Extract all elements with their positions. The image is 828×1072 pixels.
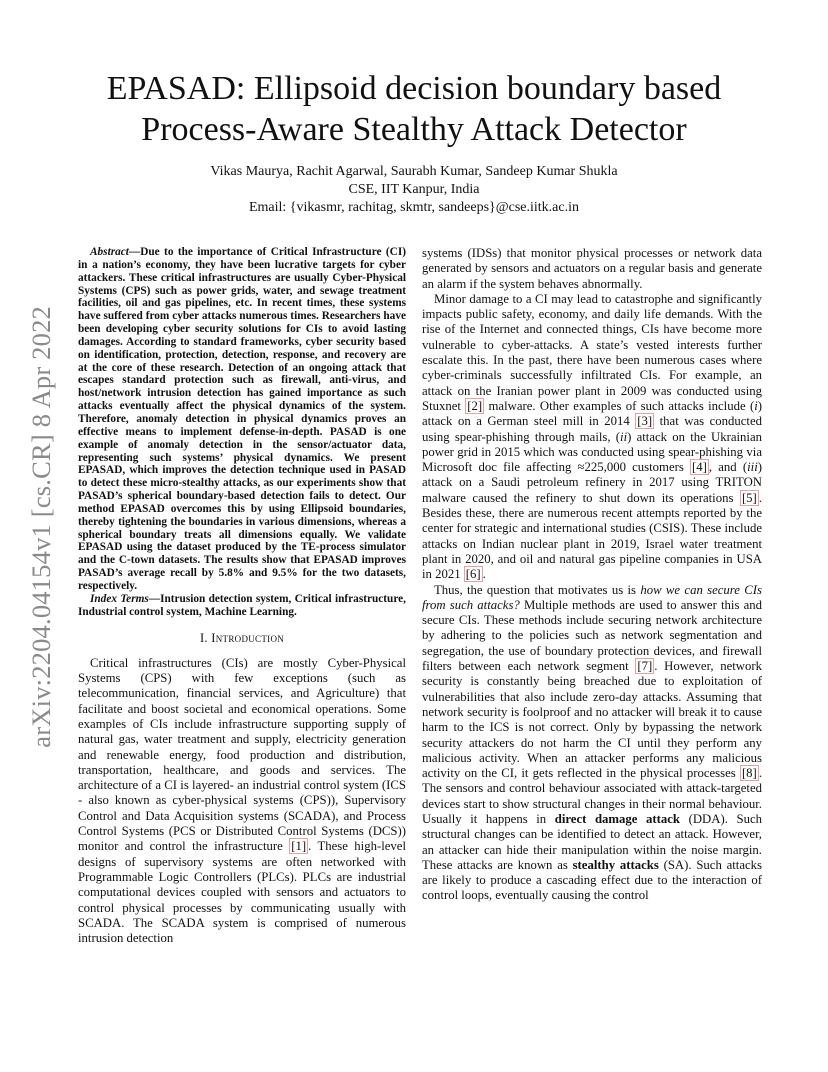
index-terms-text: —Intrusion detection system, Critical infrastructure, Industrial control system, Machine Learning. — [78, 592, 406, 618]
citation-link[interactable]: [8] — [741, 766, 757, 781]
intro-p1-text-b: . These high-level designs of supervisory systems are often networked with Programmable Logic Controllers (PLCs). PLCs are industrial computational devices coupled with sensors and actuators to control physical processes by communicating usually with SCADA. The SCADA system is comprised of numerous intrusion detection — [78, 839, 406, 946]
right-paragraph-0: systems (IDSs) that monitor physical processes or network data generated by sensors and actuators on a regular basis and generate an alarm if the system behaves abnormally. — [422, 246, 762, 291]
rp2-c: . However, network security is constantly being breached due to exploitation of vulnerabilities that also include zero-day attacks. Assuming that network security is foolproof and no attacker will break it to cause harm to the ICS is not correct. Only by bypassing the network security attackers do not harm the CI until they perform any malicious activity. When an attacker performs any malicious activity on the CI, it gets reflected in the physical processes — [422, 659, 762, 781]
right-column — [422, 246, 762, 904]
rp1-d: that was conducted using spear-phishing through mails, ( — [422, 414, 762, 444]
rp2-b: Multiple methods are used to answer this and secure CIs. These methods include securing network architecture by adhering to the policies such as network segmentation and segregation, the use of boundary protection devices, and firewall filters between each network segment — [422, 597, 762, 674]
abstract-label: Abstract — [90, 246, 129, 258]
rp2-e: (DDA). Such structural changes can be identified to detect an attack. However, an attacker can hide their manipulation within the noise margin. These attacks are known as — [422, 811, 762, 872]
abstract — [78, 246, 406, 593]
section-heading-introduction — [78, 631, 406, 646]
author-names: Vikas Maurya, Rachit Agarwal, Saurabh Kumar, Sandeep Kumar Shukla — [210, 164, 618, 179]
rp2-d: . The sensors and control behaviour associated with attack-targeted devices start to show structural changes in their normal behaviour. Usually it happens in — [422, 766, 762, 826]
citation-link[interactable]: [3] — [637, 414, 653, 429]
rp1-e: ) attack on the Ukrainian power grid in 2015 which was conducted using spear-phishing via Microsoft doc file affecting ≈225,000 customers — [422, 429, 762, 475]
citation-link[interactable]: [7] — [637, 659, 653, 674]
author-affiliation: CSE, IIT Kanpur, India — [348, 182, 480, 197]
title-line-1: EPASAD: Ellipsoid decision boundary based — [106, 70, 722, 107]
term-stealthy-attacks: stealthy attacks — [572, 857, 659, 872]
rp1-g: ) attack on a Saudi petroleum refinery in 2017 using TRITON malware caused the refinery to shut down its operations — [422, 460, 762, 505]
intro-paragraph-1 — [78, 656, 406, 947]
citation-link[interactable]: [1] — [291, 839, 307, 854]
rp1-i: . — [482, 567, 486, 582]
research-question: how we can secure CIs from such attacks? — [422, 582, 762, 612]
paper-title — [80, 68, 748, 150]
citation-link[interactable]: [4] — [692, 460, 707, 475]
citation-link[interactable]: [6] — [465, 567, 481, 582]
intro-p1-text-a: Critical infrastructures (CIs) are mostly Cyber-Physical Systems (CPS) with few exceptions (such as telecommunication, financial services, and Agriculture) that facilitate and boost societal and economical operations. Some examples of CIs include infrastructure supporting supply of natural gas, water treatment and supply, electricity generation and renewable energy, food production and distribution, transportation, healthcare, and goods and services. The architecture of a CI is layered- an industrial control system (ICS - also known as cyber-physical systems (CPS)), Supervisory Control and Data Acquisition systems (SCADA), and Process Control Systems (PCS or Distributed Control Systems (DCS)) monitor and control the infrastructure — [78, 655, 406, 854]
rp1-c: ) attack on a German steel mill in 2014 — [422, 398, 763, 429]
rp1-f: , and ( — [708, 460, 748, 475]
rp1-roman-i: i — [754, 398, 758, 413]
rp1-a: Minor damage to a CI may lead to catastrophe and significantly impacts public safety, economy, and daily life demands. With the rise of the Internet and connected things, CIs have become more vulnerable to cyber-attacks. A state’s vested interests further escalate this. In the past, there have been numerous cases where cyber-criminals successfully infiltrated CIs. For example, an attack on the Iranian power plant in 2009 was conducted using Stuxnet — [422, 291, 762, 413]
title-line-2: Process-Aware Stealthy Attack Detector — [141, 111, 687, 148]
arxiv-side-stamp — [23, 292, 59, 762]
right-paragraph-2 — [422, 583, 762, 904]
rp2-f: (SA). Such attacks are likely to produce a cascading effect due to the interaction of control loops, eventually causing the control — [422, 857, 762, 903]
author-block — [80, 163, 748, 217]
left-column — [78, 246, 406, 946]
arxiv-identifier: arXiv:2204.04154v1 [cs.CR] 8 Apr 2022 — [25, 306, 56, 748]
rp1-b: malware. Other examples of such attacks include ( — [484, 398, 755, 413]
right-paragraph-1 — [422, 292, 762, 583]
rp1-h: . Besides these, there are numerous recent attempts reported by the center for strategic and international studies (CSIS). These include attacks on Indian nuclear plant in 2019, Israel water treatment plant in 2020, and oil and natural gas pipeline companies in USA in 2021 — [422, 490, 762, 582]
rp1-roman-iii: iii — [747, 460, 758, 475]
section-title: Introduction — [211, 631, 285, 646]
author-email: Email: {vikasmr, rachitag, skmtr, sandeeps}@cse.iitk.ac.in — [248, 200, 579, 215]
index-terms — [78, 593, 406, 619]
section-numeral: I. — [199, 631, 212, 646]
citation-link[interactable]: [2] — [467, 398, 483, 413]
rp1-roman-ii: ii — [620, 429, 628, 444]
term-direct-damage-attack: direct damage attack — [554, 811, 681, 826]
citation-link[interactable]: [5] — [741, 490, 757, 505]
index-terms-label: Index Terms — [90, 592, 149, 605]
abstract-text: —Due to the importance of Critical Infrastructure (CI) in a nation’s economy, they have been lucrative targets for cyber attackers. These critical infrastructures are usually Cyber-Physical Systems (CPS) such as power grids, water, and sewage treatment facilities, oil and gas pipelines, etc. In recent times, these systems have suffered from cyber attacks numerous times. Researchers have been developing cyber security solutions for CIs to avoid lasting damages. According to standard frameworks, cyber security based on identification, protection, detection, response, and recovery are at the core of these research. Detection of an ongoing attack that escapes standard protection such as firewall, anti-virus, and host/network intrusion detection has gained importance as such attacks eventually affect the physical dynamics of the system. Therefore, anomaly detection in physical dynamics proves an effective means to implement defense-in-depth. PASAD is one example of anomaly detection in the sensor/actuator data, representing such systems’ physical dynamics. We present EPASAD, which improves the detection technique used in PASAD to detect these micro-stealthy attacks, as our experiments show that PASAD’s spherical boundary-based detection fails to detect. Our method EPASAD overcomes this by using Ellipsoid boundaries, thereby tightening the boundaries in various dimensions, whereas a spherical boundary treats all dimensions equally. We validate EPASAD using the dataset produced by the TE-process simulator and the C-town datasets. The results show that EPASAD improves PASAD’s average recall by 5.8% and 9.5% for the two datasets, respectively. — [78, 246, 406, 592]
rp2-a: Thus, the question that motivates us is — [434, 582, 641, 597]
